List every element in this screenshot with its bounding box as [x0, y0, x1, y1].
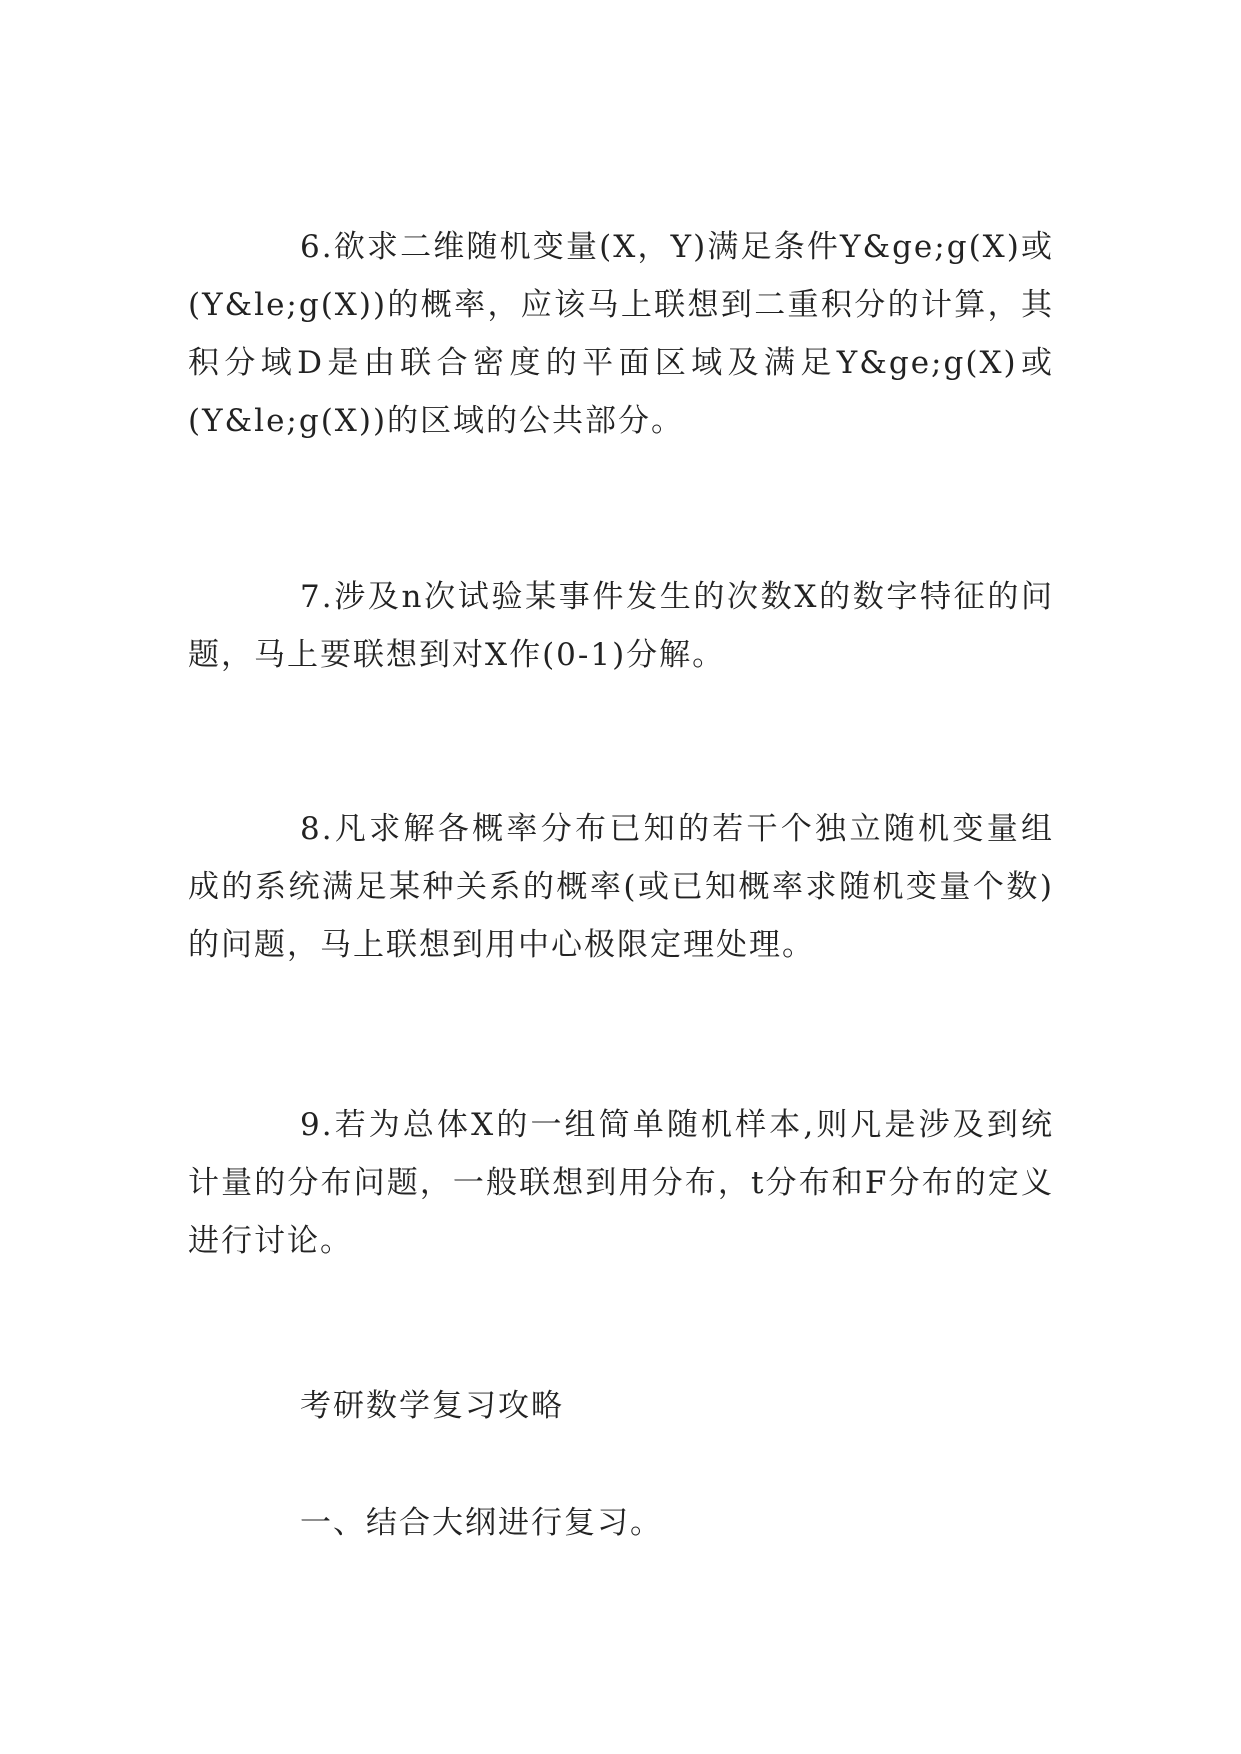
paragraph-item-9: 9.若为总体X的一组简单随机样本,则凡是涉及到统计量的分布问题，一般联想到用分布，t分布和F分布的定义进行讨论。: [188, 1107, 1054, 1259]
section-title: 考研数学复习攻略: [300, 1388, 564, 1424]
section-item-1: 一、结合大纲进行复习。: [300, 1505, 663, 1541]
paragraph-item-6: 6.欲求二维随机变量(X，Y)满足条件Y&ge;g(X)或(Y&le;g(X))的概率，应该马上联想到二重积分的计算，其积分域D是由联合密度的平面区域及满足Y&ge;g(X)或(Y&le;g(X))的区域的公共部分。: [188, 229, 1054, 439]
paragraph-item-8: 8.凡求解各概率分布已知的若干个独立随机变量组成的系统满足某种关系的概率(或已知概率求随机变量个数)的问题，马上联想到用中心极限定理处理。: [188, 811, 1054, 963]
paragraph-item-7: 7.涉及n次试验某事件发生的次数X的数字特征的问题，马上要联想到对X作(0-1)分解。: [188, 579, 1054, 673]
